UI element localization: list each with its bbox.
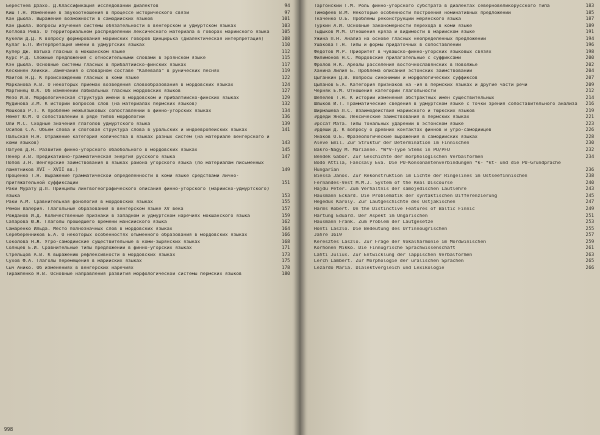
toc-entry-page: 207 [585,76,594,82]
toc-entry-title: Солнцев Е.И. Сравнительные типы предложений в финно-угорских языках [6,246,192,252]
toc-entry-page: 115 [281,56,290,62]
toc-entry-page: 175 [281,259,290,265]
toc-entry-page: 228 [585,134,594,140]
toc-entry-page: 232 [585,148,594,154]
toc-entry-title: Мартинец Ю.К. Об изменении лабиальных гласных мордовских языков [6,89,181,95]
toc-entry-title: Мошкова Р.Т. К проблеме межъязыковых сопоставлений в финно-угорских языках [6,108,212,114]
toc-entry-page: 103 [281,23,290,29]
toc-entry-page: 257 [585,233,594,239]
toc-entry-title: Сереберенников Б.А. О некоторых особенностях отыменного образования в мордовских языках [6,233,248,239]
toc-entry-title: Мезо И.В. Морфологическая структура имени в мордовском и прибалтийско-финских языках [6,95,239,101]
right-table-of-contents [314,4,594,272]
toc-entry-title: Сухов Ф.А. Глаголы перемещения в марийских языках [6,259,142,265]
toc-entry-page: 171 [281,246,290,252]
toc-entry-page: 236 [585,167,594,173]
book-gutter [292,0,308,435]
toc-entry-page: 145 [281,148,290,154]
toc-entry-page: 245 [585,193,594,199]
toc-entry-page: 134 [281,108,290,114]
toc-entry-page: 117 [281,62,290,68]
toc-entry-page: 261 [585,246,594,252]
toc-entry-page: 226 [585,128,594,134]
toc-entry-page: 166 [281,233,290,239]
toc-entry-page: 189 [585,23,594,29]
toc-entry-title: Пенер Э.В. Предикативно-грамматическая энергия русского языка [6,154,176,160]
toc-entry-page: 136 [281,115,290,121]
toc-entry-title: Эрдёши Д. К вопросу о древних контактах финнов и угро-самодийцев [314,128,492,134]
toc-entry-page: 266 [585,265,594,271]
toc-entry-title: Соколова Н.Ж. Угро-самодийские существительные в коми-зырянских языках [6,239,201,245]
toc-entry-page: 173 [281,252,290,258]
toc-entry-page: 251 [585,213,594,219]
toc-entry-page: 141 [281,128,290,134]
toc-entry [314,266,594,273]
toc-entry-title: Цыганкин Д.В. Вопросы синонимии и морфологических суффиксов [314,76,478,82]
toc-entry-title: Мудинова З.М. К истории вопросов слов (на материалах пермских языков) [6,102,198,108]
toc-entry-page: 97 [284,10,290,16]
toc-entry-title: Фролов Н.К. Ареалы расселения восточнославянских в Поволжье [314,62,478,68]
toc-entry-page: 259 [585,239,594,245]
toc-entry-page: 168 [281,239,290,245]
toc-entry-title: Киш Т.Н. Изменение в звукоотношения в процессе исторического связи [6,10,189,16]
toc-entry-page: 178 [281,265,290,271]
toc-entry-page: 263 [585,252,594,258]
toc-entry-title: Ткаченко О.Б. Проблемы реконструкции мерянского языка [314,17,461,23]
toc-entry-page: 157 [281,206,290,212]
toc-entry-title: Ремой Валерия. Глагольные образования в венгерском языке XV века [6,206,184,212]
toc-entry-page: 265 [585,259,594,265]
toc-entry-page: 94 [284,4,290,9]
toc-entry-page: 240 [585,180,594,186]
toc-entry-page: 183 [585,4,594,9]
toc-entry-page: 139 [281,121,290,127]
toc-entry-page: 214 [585,95,594,101]
toc-entry-title: Hartung Eduard. Der Aspekt im Ungarischen [314,213,428,219]
toc-entry-title: Lezardo Maria. Dialektvergleich und Lexikologie [314,265,445,271]
toc-entry-page: 249 [585,206,594,212]
toc-entry-title: Курс Р.Д. Сложные предложения с относительными словами в эрзянском языке [6,56,206,62]
toc-entry-page: 151 [281,180,290,186]
toc-entry-title: Проценко Т.Н. Выражение грамматической определенности в коми языке средствами лично-притяжательной суффиксации [6,174,239,186]
toc-entry-title: Lerch Lambert. Zur Morphologie der uralischen Sprachen [314,259,464,265]
toc-entry-title: Черняк Е.М. Отношения категорий глагольности [314,89,436,95]
toc-entry-title: Ханина Лилия Б. Проблема описания эстонских заимствований [314,69,473,75]
toc-entry-page: 155 [281,200,290,206]
right-page [300,0,600,435]
toc-entry-title: Кескинен Хейкки. Замечания о словарном составе "Калевала" в рунических песнях [6,69,220,75]
toc-entry-title: Марканова А.В. О некоторых приемах возведения словообразования в мордовских языках [6,82,234,88]
toc-entry-title: Ужина П.Н. Анализ на основе гласных неопределенных предложений [314,36,486,42]
toc-entry-page: 198 [585,49,594,55]
toc-entry-title: Филимонов Н.С. Мордовские прилагательные с суффиксами [314,56,461,62]
toc-entry-page: 129 [281,95,290,101]
toc-entry-title: Цыпанов Е.А. Категория признаков на -йя в пермских языках и другие части речи [314,82,528,88]
toc-entry-title: Korhonen Mikko. Die Finnugrische Sprachwissenschaft [314,246,456,252]
toc-entry-title: Шлыков И.Т. Грамматические сведения в удмуртском языке с точки зрения сопоставительного анализа [314,102,578,108]
toc-entry-title: Берестнев Дзахо. Д.Классификация исследовании диалектов [6,4,159,9]
toc-entry-title: Bakro-Nagy M. Marianne. *W*V-Type Stems in PU/PFU [314,148,450,154]
toc-entry-page: 255 [585,226,594,232]
toc-entry-title: Biessa Janos. Zur Rekonstruktion im Lichte der Ringelines im Ostseefinnischen [314,174,528,180]
toc-entry-title: Кэн Дьюла. Основные системы гласных в прибалтийско-финских языках [6,62,187,68]
toc-entry-title: Сапарова Ю.Ж. Глаголы прошедшего времени мансийского языка [6,220,167,226]
toc-entry-title: Майтов Н.Д. К происхождению гласных в коми языке [6,76,140,82]
toc-entry-title: Янаков О.Е. Фразеологические выражения в самодийских языках [314,134,478,140]
toc-entry-title: Оли М.С. Сходные значения глаголов удмуртского языка [6,121,151,127]
toc-entry [314,161,594,174]
toc-entry-page: 238 [585,174,594,180]
toc-entry-page: 132 [281,102,290,108]
toc-entry-page: 159 [281,213,290,219]
toc-entry-title: Ушакова Г.Н. Типы и формы придаточных в сопоставлении [314,43,461,49]
toc-entry-title: Таргонский Г.М. Роль финно-угорского субстрата в диалектах северновеликорусского типа [314,4,550,9]
toc-entry-title: Кукели Д.Д. К вопросу формирования марийских говоров Цинцирька (диалектическая интерпретация) [6,36,264,42]
toc-entry-title: Туркин А.И. Основные закономерности перехода в коми языке [314,23,473,29]
toc-entry-title: Honti Laszlo. Die Bedeutung des Urfinnougrischen [314,226,448,232]
toc-entry-title: Hegedus Karoly. Zur Lautgeschichte des Ostjakischen [314,200,456,206]
toc-entry-page: 180 [281,272,290,278]
toc-entry-page: 234 [585,154,594,160]
toc-entry-page: 147 [281,154,290,160]
toc-entry-page: 112 [281,49,290,55]
toc-entry-title: Ширмашева Л.С. Взаимодействия марийского и тюркских языков [314,108,475,114]
toc-entry-page: 162 [281,220,290,226]
toc-entry-page: 119 [281,69,290,75]
toc-entry-page: 202 [585,62,594,68]
toc-entry-page: 200 [585,56,594,62]
toc-entry-page: 253 [585,220,594,226]
toc-entry-page: 187 [585,17,594,23]
toc-entry-title: Купер Дж. Ватыха гласных в мокшанском языке [6,49,126,55]
toc-entry-title: Сыч Анико. Об изменениях в венгерских наречиях [6,265,134,271]
toc-entry-page: 149 [281,167,290,173]
toc-entry-page: 204 [585,69,594,75]
toc-entry-title: Тиражпенко Н.В. Основные направления развития морфологической системы пермских языков [6,272,242,278]
toc-entry-page: 230 [585,141,594,147]
toc-entry-title: Раки А.М. Сравнительная фонология в мордовских языках [6,200,153,206]
toc-entry-title: Стрельцов А.В. К выражению рефлексивности в мордовских языках [6,252,176,258]
toc-entry-title: Кан Дьюла. Выражение возможности в самодийских языков [6,17,153,23]
toc-entry-title: Раки Мурату Д.Л. Принципы лингвогеографического описания финно-угорского (марийско-удмуртского) языка [6,187,273,199]
toc-entry-title: Пальская Н.Н. Отражение категория количества в языках разных систем (на материале венгерского и коми языков) [6,134,273,147]
toc-entry [6,174,290,187]
toc-entry [6,135,290,148]
left-table-of-contents [6,4,290,279]
toc-entry-page: 105 [281,30,290,36]
toc-entry-title: Эрссат Мата. Типы тональных ударений в эстонском языке [314,121,464,127]
toc-entry-page: 108 [281,36,290,42]
toc-entry-title: Bendek Gabor. Zur Geschichte der morphologischen Verbalformen [314,154,484,160]
toc-entry-title: Рожданов И.Д. Количественные признаки в западном и удмуртском наречиях мокшанского языка [6,213,250,219]
toc-entry-page: 185 [585,10,594,16]
toc-entry-title: Bodó Attila, Fancsaly Eva. Die PU-Konsonantenverbindungen *k- *kt- und die PU-Grundprache Hungarian [314,161,564,173]
toc-entry-title: Немет Ю.М. О сопоставлении в ряде типов морфологии [6,115,145,121]
toc-entry-title: Тимофеев В.М. Некоторые особенности построения номинативных предложений [314,10,511,16]
toc-entry-title: Hajdu Peter. Zum Verhaltnis der samojedischen Lautlehre [314,187,467,193]
toc-entry-title: Тыдыков М.М. Отношения кряза и видимости в марийском языке [314,30,475,36]
toc-entry-page: 164 [281,226,290,232]
toc-entry-title: Hausmann Eckard. Die Problematik der syntaktischen Differenzierung [314,193,497,199]
toc-entry-title: Fernandes-Vest M.M.J. System of the Real Discourse [314,180,453,186]
toc-entry [6,272,290,279]
toc-entry-title: Lahti Julius. Zur Entwicklung der lappischen Verbalformen [314,252,473,258]
toc-entry-page: 153 [281,193,290,199]
toc-entry-page: 212 [585,89,594,95]
toc-entry-title: Кан Дьюла. Вопросы изучения системы обязательности в венгерском и удмуртском языках [6,23,237,29]
toc-entry-title: Патуев Д.Н. Развитие финно-угорского обаобольного в мордовских языках [6,148,198,154]
toc-entry-page: 243 [585,187,594,193]
toc-entry-page: 209 [585,82,594,88]
toc-entry-page: 124 [281,82,290,88]
left-page-number: 998 [4,427,14,433]
toc-entry-page: 221 [585,115,594,121]
toc-entry-title: Федотов М.Р. Приоритет в чувашско-финно-угорских языковых связях [314,49,492,55]
toc-entry-title: Котлова Рива. О территориальном распределении лексического материала в говорах марийского языка [6,30,270,36]
toc-entry-page: 101 [281,17,290,23]
toc-entry [6,161,290,174]
toc-entry [6,187,290,200]
toc-entry-title: Эрдёди Янош. Лексические заимствования в пермских языках [314,115,470,121]
toc-entry-page: 247 [585,200,594,206]
toc-entry-page: 110 [281,43,290,49]
toc-entry-page: 127 [281,89,290,95]
toc-entry-title: Aleve Emil. Zur Struktur der Determination im Finnischen [314,141,470,147]
toc-entry-title: Осипов С.А. Объем слова и слоговая структура слова в уральских и индоевропейских языках [6,128,248,134]
toc-entry-title: Кулаг Б.П. Интерпретация имени в удмуртских языках [6,43,145,49]
toc-entry-title: Jahre 1619 [314,233,342,239]
toc-entry-page: 194 [585,36,594,42]
toc-entry-title: Keresztes Laszlo. Zur Frage der Vokalharmonie im Mordwinischen [314,239,486,245]
toc-entry-page: 223 [585,121,594,127]
toc-entry-title: Hausmann Frank. Zum Problem der Lautgesetze [314,220,434,226]
toc-entry-title: Шепелев Т.Н. К истории изменения абстрактных имен существительных [314,95,495,101]
toc-entry-page: 143 [281,141,290,147]
toc-entry-title: Harms Robert. On the Distinctive Features of Baltic Finnic [314,206,475,212]
toc-entry-title: Попов З.Н. Венгерские заимствования в языках района угорского языка (по материалам письменных памятников XVI - XVII вв.) [6,161,267,173]
toc-entry-page: 122 [281,76,290,82]
toc-entry-page: 196 [585,43,594,49]
toc-entry-page: 216 [585,102,594,108]
toc-entry-title: Самаренко Ильда. Место полнозначных слов в мордовских языках [6,226,173,232]
toc-entry-page: 191 [585,30,594,36]
toc-entry-page: 219 [585,108,594,114]
